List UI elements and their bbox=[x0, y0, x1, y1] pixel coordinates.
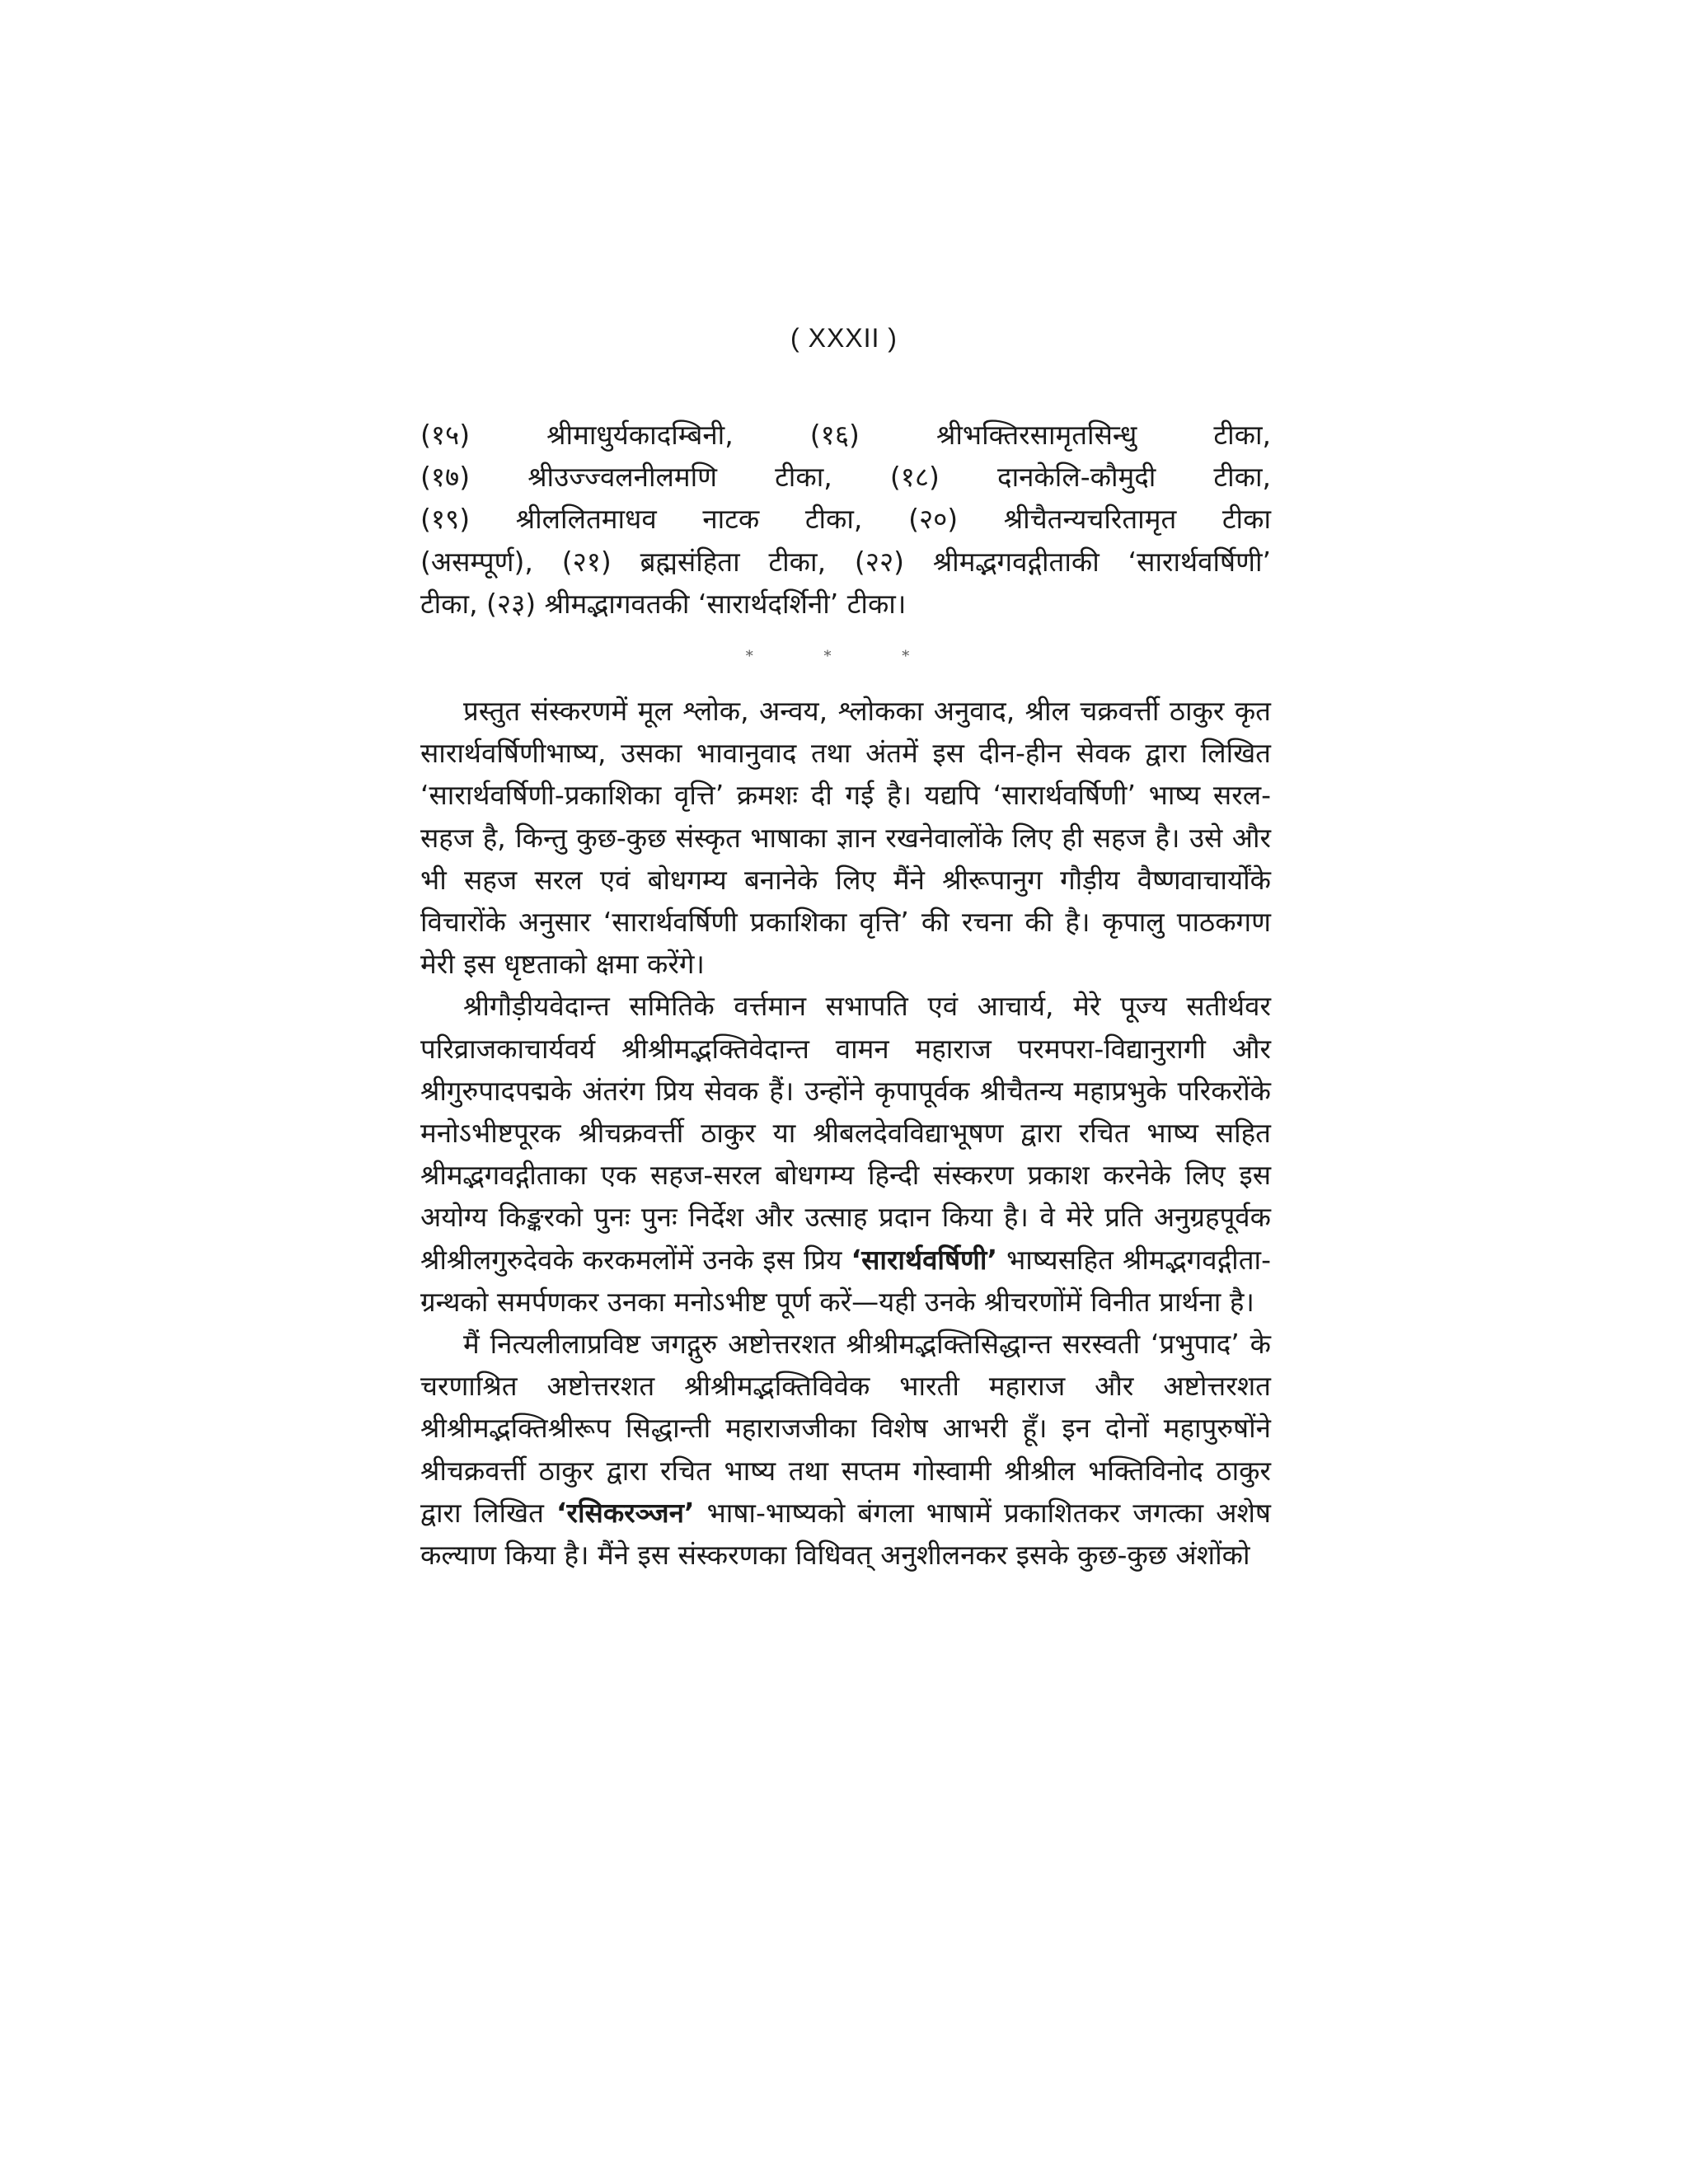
works-list-line: (असम्पूर्ण), (२१) ब्रह्मसंहिता टीका, (२२) श्रीमद्भगवद्गीताकी ‘सारार्थवर्षिणी’ bbox=[420, 545, 1271, 578]
paragraph-text: मैं नित्यलीलाप्रविष्ट जगद्गुरु अष्टोत्तरशत श्रीश्रीमद्भक्तिसिद्धान्त सरस्वती ‘प्रभुपाद’ के चरणाश्रित अष्टोत्तरशत श्रीश्रीमद्भक्तिविवेक भारती महाराज और अष्टोत्तरशत श्रीश्रीमद्भक्तिश्रीरूप सिद्धान्ती महाराजजीका विशेष आभरी हूँ। इन दोनों महापुरुषोंने श्रीचक्रवर्त्ती ठाकुर द्वारा रचित भाष्य तथा सप्तम गोस्वामी श्रीश्रील भक्तिविनोद ठाकुर द्वारा लिखित bbox=[420, 1328, 1271, 1529]
works-list-line: (१९) श्रीललितमाधव नाटक टीका, (२०) श्रीचैतन्यचरितामृत टीका bbox=[420, 503, 1271, 536]
bold-title: ‘सारार्थवर्षिणी’ bbox=[851, 1243, 997, 1276]
section-separator: * * * bbox=[745, 648, 943, 665]
paragraph-text: भाष्यसहित श्रीमद्भगवद्गीता-ग्रन्थको समर्पणकर उनका मनोऽभीष्ट पूर्ण करें—यही उनके श्रीचरणोंमें विनीत प्रार्थना है। bbox=[420, 1243, 1271, 1318]
paragraph-text: भाषा-भाष्यको बंगला भाषामें प्रकाशितकर जगत्का अशेष कल्याण किया है। मैंने इस संस्करणका विधिवत् अनुशीलनकर इसके कुछ-कुछ अंशोंको bbox=[420, 1496, 1271, 1572]
works-list-line: (१५) श्रीमाधुर्यकादम्बिनी, (१६) श्रीभक्तिरसामृतसिन्धु टीका, bbox=[420, 419, 1271, 451]
paragraph-text: श्रीगौड़ीयवेदान्त समितिके वर्त्तमान सभापति एवं आचार्य, मेरे पूज्य सतीर्थवर परिव्राजकाचार्यवर्य श्रीश्रीमद्भक्तिवेदान्त वामन महाराज परमपरा-विद्यानुरागी और श्रीगुरुपादपद्मके अंतरंग प्रिय सेवक हैं। उन्होंने कृपापूर्वक श्रीचैतन्य महाप्रभुके परिकरोंके मनोऽभीष्टपूरक श्रीचक्रवर्त्ती ठाकुर या श्रीबलदेवविद्याभूषण द्वारा रचित भाष्य सहित श्रीमद्भगवद्गीताका एक सहज-सरल बोधगम्य हिन्दी संस्करण प्रकाश करनेके लिए इस अयोग्य किङ्करको पुनः पुनः निर्देश और उत्साह प्रदान किया है। वे मेरे प्रति अनुग्रहपूर्वक श्रीश्रीलगुरुदेवके करकमलोंमें उनके इस प्रिय bbox=[420, 990, 1271, 1276]
body-text bbox=[420, 690, 1271, 1576]
bold-title: ‘रसिकरञ्जन’ bbox=[556, 1496, 695, 1529]
paragraph-acknowledgement-gurus bbox=[420, 1323, 1271, 1576]
paragraph-acknowledgement-president bbox=[420, 985, 1271, 1323]
works-list-line: (१७) श्रीउज्ज्वलनीलमणि टीका, (१८) दानकेलि-कौमुदी टीका, bbox=[420, 461, 1271, 494]
paragraph-edition-contents: प्रस्तुत संस्करणमें मूल श्लोक, अन्वय, श्लोकका अनुवाद, श्रील चक्रवर्त्ती ठाकुर कृत सारार्थवर्षिणीभाष्य, उसका भावानुवाद तथा अंतमें इस दीन-हीन सेवक द्वारा लिखित ‘सारार्थवर्षिणी-प्रकाशिका वृत्ति’ क्रमशः दी गई है। यद्यपि ‘सारार्थवर्षिणी’ भाष्य सरल-सहज है, किन्तु कुछ-कुछ संस्कृत भाषाका ज्ञान रखनेवालोंके लिए ही सहज है। उसे और भी सहज सरल एवं बोधगम्य बनानेके लिए मैंने श्रीरूपानुग गौड़ीय वैष्णवाचार्योंके विचारोंके अनुसार ‘सारार्थवर्षिणी प्रकाशिका वृत्ति’ की रचना की है। कृपालु पाठकगण मेरी इस धृष्टताको क्षमा करेंगे। bbox=[420, 695, 1271, 981]
works-list bbox=[420, 414, 1271, 625]
page-number: ( XXXII ) bbox=[790, 323, 898, 353]
works-list-line: टीका, (२३) श्रीमद्भागवतकी ‘सारार्थदर्शिनी’ टीका। bbox=[420, 587, 907, 620]
